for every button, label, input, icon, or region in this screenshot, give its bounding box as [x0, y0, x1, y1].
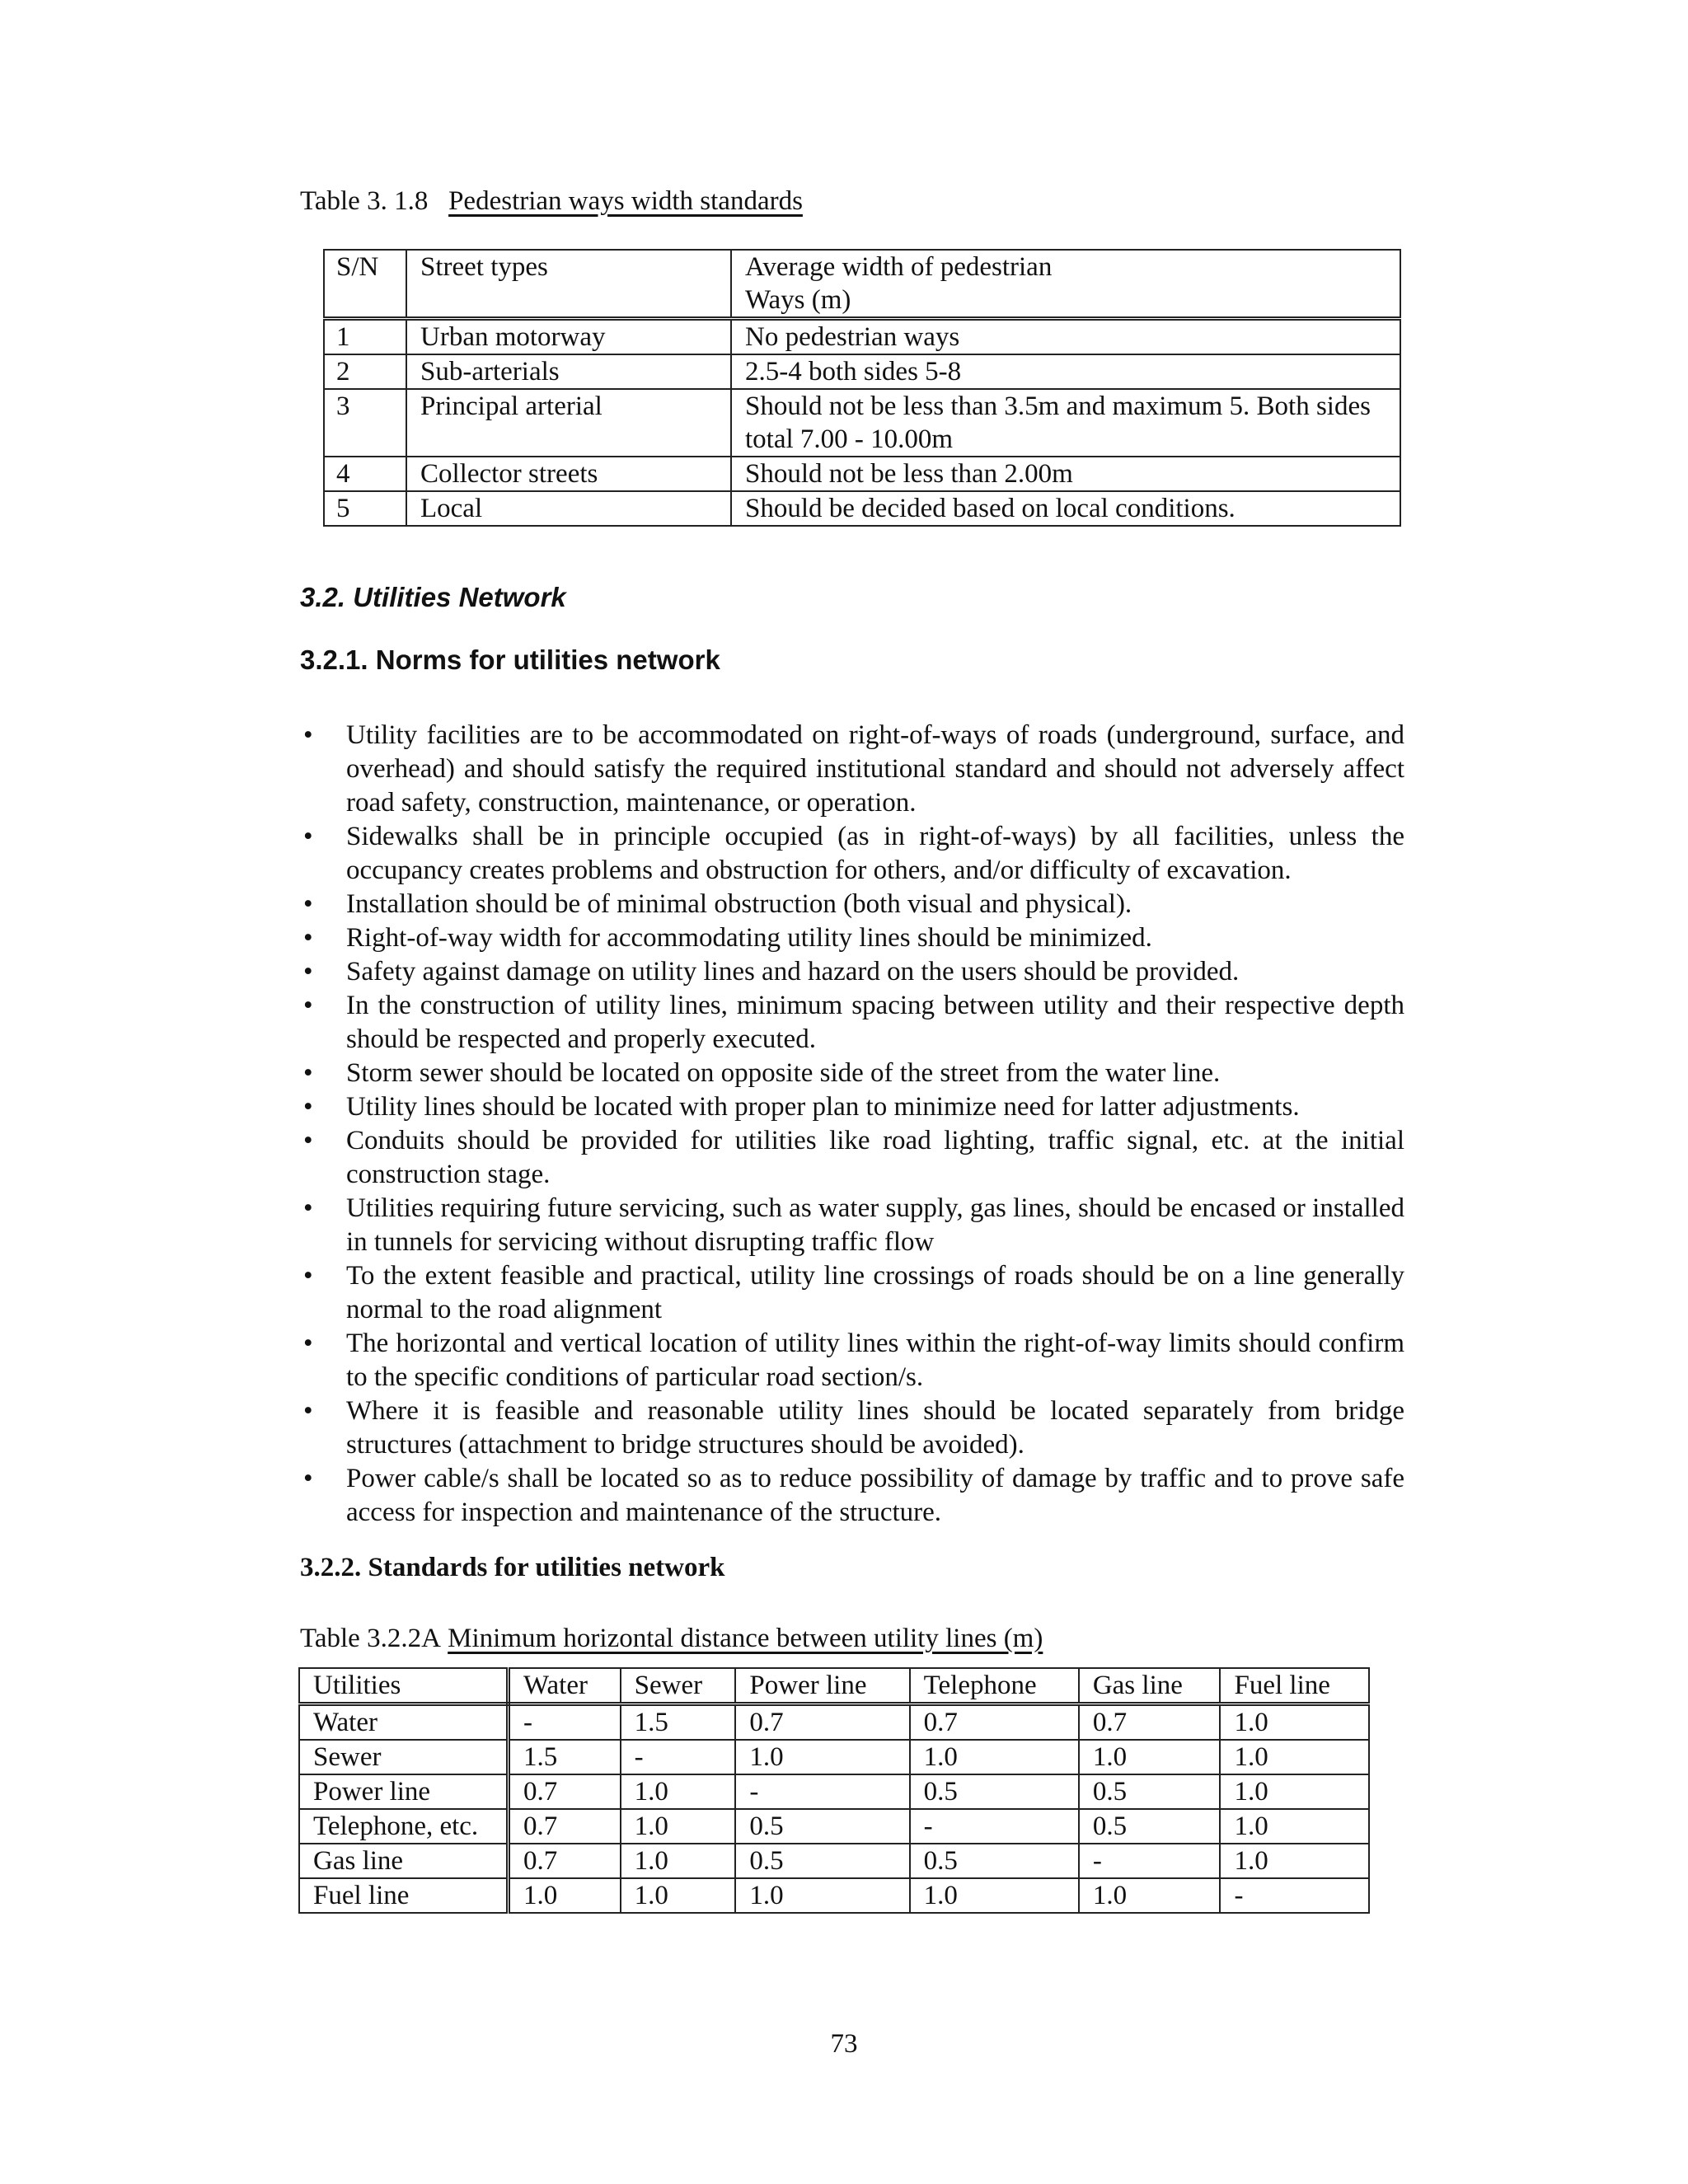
- bullet-text: In the construction of utility lines, minimum spacing between utility and their respective depth should be respected and properly executed.: [346, 991, 1404, 1054]
- table1-caption-number: Table 3. 1.8: [300, 186, 429, 216]
- table-cell: 0.7: [910, 1704, 1079, 1741]
- table-cell: 0.7: [509, 1809, 621, 1844]
- list-item: [300, 820, 1404, 888]
- header-line: Ways (m): [745, 285, 851, 315]
- table-cell: 3: [324, 389, 406, 457]
- section-heading: 3.2. Utilities Network: [300, 582, 566, 612]
- table-cell: Urban motorway: [406, 319, 731, 355]
- bullet-icon: •: [303, 889, 313, 919]
- table-cell: 0.7: [509, 1844, 621, 1878]
- table-header-cell: Street types: [406, 250, 731, 319]
- list-item: [300, 1462, 1404, 1530]
- table2-caption-title: Minimum horizontal distance between utility lines (m): [448, 1624, 1043, 1653]
- bullet-text: Safety against damage on utility lines and hazard on the users should be provided.: [346, 957, 1240, 987]
- table-cell: 1.0: [1220, 1704, 1369, 1741]
- table-cell: Should be decided based on local conditions.: [731, 491, 1400, 526]
- bullet-icon: •: [303, 1329, 313, 1358]
- norms-bullet-list: [300, 719, 1404, 1530]
- table-cell: 0.5: [910, 1844, 1079, 1878]
- table-cell: No pedestrian ways: [731, 319, 1400, 355]
- bullet-icon: •: [303, 1396, 313, 1426]
- table-cell: 1.0: [509, 1878, 621, 1913]
- list-item: [300, 1090, 1404, 1124]
- bullet-icon: •: [303, 720, 313, 750]
- pedestrian-width-table: [323, 249, 1401, 527]
- table-header-row: [299, 1668, 1369, 1704]
- table-row: [324, 354, 1400, 389]
- table2-caption-number: Table 3.2.2A: [300, 1624, 441, 1653]
- table-row: [324, 457, 1400, 491]
- table-row: [299, 1704, 1369, 1741]
- table-cell: 5: [324, 491, 406, 526]
- header-line: Average width of pedestrian: [745, 252, 1053, 282]
- table-header-row: [324, 250, 1400, 319]
- table-cell: 4: [324, 457, 406, 491]
- table-cell: 1.0: [1220, 1740, 1369, 1774]
- bullet-text: Storm sewer should be located on opposite side of the street from the water line.: [346, 1058, 1221, 1088]
- list-item: [300, 1394, 1404, 1462]
- table-cell: Sub-arterials: [406, 354, 731, 389]
- table-cell: Collector streets: [406, 457, 731, 491]
- table-row: [299, 1740, 1369, 1774]
- table-cell: 0.5: [910, 1774, 1079, 1809]
- table-cell: -: [509, 1704, 621, 1741]
- table-header-cell: Water: [509, 1668, 621, 1704]
- table-cell: 0.7: [509, 1774, 621, 1809]
- table-cell: 1.5: [509, 1740, 621, 1774]
- bullet-text: Utilities requiring future servicing, such as water supply, gas lines, should be encased or installed in tunnels for servicing without disrupting traffic flow: [346, 1193, 1404, 1257]
- list-item: [300, 1327, 1404, 1394]
- table-row: [299, 1878, 1369, 1913]
- table-header-cell: Telephone: [910, 1668, 1079, 1704]
- bullet-text: To the extent feasible and practical, utility line crossings of roads should be on a line generally normal to the road alignment: [346, 1261, 1404, 1324]
- bullet-icon: •: [303, 1261, 313, 1291]
- table-header-cell: Gas line: [1079, 1668, 1221, 1704]
- table-cell: 0.5: [1079, 1809, 1221, 1844]
- bullet-icon: •: [303, 822, 313, 851]
- table-header-cell: Sewer: [621, 1668, 736, 1704]
- table-cell: 0.7: [1079, 1704, 1221, 1741]
- bullet-text: Installation should be of minimal obstruction (both visual and physical).: [346, 889, 1132, 919]
- table-header-cell: Fuel line: [1220, 1668, 1369, 1704]
- list-item: [300, 1259, 1404, 1327]
- list-item: [300, 1057, 1404, 1090]
- bullet-text: The horizontal and vertical location of utility lines within the right-of-way limits should confirm to the specific conditions of particular road section/s.: [346, 1329, 1404, 1392]
- utility-distance-table: [298, 1667, 1370, 1914]
- table-cell: 1.0: [735, 1740, 909, 1774]
- list-item: [300, 1124, 1404, 1192]
- subsection-heading-standards: 3.2.2. Standards for utilities network: [300, 1553, 725, 1582]
- bullet-text: Power cable/s shall be located so as to reduce possibility of damage by traffic and to prove safe access for inspection and maintenance of the structure.: [346, 1464, 1404, 1527]
- table-cell: Power line: [299, 1774, 509, 1809]
- table-row: [299, 1774, 1369, 1809]
- table1-caption: [300, 185, 803, 218]
- list-item: [300, 921, 1404, 955]
- table-cell: Principal arterial: [406, 389, 731, 457]
- table-cell: 2: [324, 354, 406, 389]
- bullet-text: Right-of-way width for accommodating utility lines should be minimized.: [346, 923, 1152, 953]
- table-cell: Telephone, etc.: [299, 1809, 509, 1844]
- table2-caption: [300, 1622, 1043, 1655]
- table-cell: 0.5: [735, 1809, 909, 1844]
- table-cell: -: [1220, 1878, 1369, 1913]
- table-row: [324, 389, 1400, 457]
- table-cell: 1: [324, 319, 406, 355]
- table-cell: 0.7: [735, 1704, 909, 1741]
- table-cell: 1.0: [1079, 1740, 1221, 1774]
- bullet-icon: •: [303, 1126, 313, 1155]
- table-cell: Local: [406, 491, 731, 526]
- table-cell: 1.0: [910, 1878, 1079, 1913]
- bullet-text: Where it is feasible and reasonable utility lines should be located separately from bridge structures (attachment to bridge structures should be avoided).: [346, 1396, 1404, 1460]
- table-cell: 2.5-4 both sides 5-8: [731, 354, 1400, 389]
- bullet-icon: •: [303, 991, 313, 1020]
- table-cell: 1.0: [621, 1809, 736, 1844]
- bullet-text: Utility facilities are to be accommodated on right-of-ways of roads (underground, surface, and overhead) and should satisfy the required institutional standard and should not adversely affect road safety, construction, maintenance, or operation.: [346, 720, 1404, 818]
- table-cell: Gas line: [299, 1844, 509, 1878]
- bullet-icon: •: [303, 1193, 313, 1223]
- page-number: 73: [830, 2029, 858, 2059]
- bullet-icon: •: [303, 957, 313, 987]
- table-cell: -: [735, 1774, 909, 1809]
- table-cell: Sewer: [299, 1740, 509, 1774]
- table-row: [299, 1844, 1369, 1878]
- bullet-text: Sidewalks shall be in principle occupied (as in right-of-ways) by all facilities, unless the occupancy creates problems and obstruction for others, and/or difficulty of excavation.: [346, 822, 1404, 885]
- list-item: [300, 888, 1404, 921]
- table-header-cell: Utilities: [299, 1668, 509, 1704]
- table-cell: Should not be less than 2.00m: [731, 457, 1400, 491]
- table-cell: 1.0: [1220, 1774, 1369, 1809]
- table-cell: Water: [299, 1704, 509, 1741]
- table-header-cell: S/N: [324, 250, 406, 319]
- table1-caption-title: Pedestrian ways width standards: [448, 186, 803, 216]
- bullet-text: Utility lines should be located with proper plan to minimize need for latter adjustments.: [346, 1092, 1300, 1122]
- table-row: [324, 319, 1400, 355]
- table-cell: 1.0: [1220, 1809, 1369, 1844]
- bullet-icon: •: [303, 1058, 313, 1088]
- bullet-text: Conduits should be provided for utilities like road lighting, traffic signal, etc. at the initial construction stage.: [346, 1126, 1404, 1189]
- table-header-cell: Power line: [735, 1668, 909, 1704]
- table-cell: 0.5: [735, 1844, 909, 1878]
- bullet-icon: •: [303, 923, 313, 953]
- table-cell: 1.0: [1220, 1844, 1369, 1878]
- subsection-heading-norms: 3.2.1. Norms for utilities network: [300, 644, 720, 675]
- table-cell: 1.0: [910, 1740, 1079, 1774]
- bullet-icon: •: [303, 1464, 313, 1493]
- table-cell: 1.5: [621, 1704, 736, 1741]
- list-item: [300, 1192, 1404, 1259]
- table-cell: -: [1079, 1844, 1221, 1878]
- table-cell: -: [621, 1740, 736, 1774]
- table-cell: Should not be less than 3.5m and maximum 5. Both sides total 7.00 - 10.00m: [731, 389, 1400, 457]
- table-cell: 1.0: [735, 1878, 909, 1913]
- table-cell: 1.0: [621, 1878, 736, 1913]
- bullet-icon: •: [303, 1092, 313, 1122]
- list-item: [300, 989, 1404, 1057]
- table-cell: 1.0: [621, 1774, 736, 1809]
- table-cell: 1.0: [1079, 1878, 1221, 1913]
- table-row: [299, 1809, 1369, 1844]
- table-cell: -: [910, 1809, 1079, 1844]
- list-item: [300, 955, 1404, 989]
- table-header-cell: [731, 250, 1400, 319]
- list-item: [300, 719, 1404, 820]
- table-cell: 0.5: [1079, 1774, 1221, 1809]
- table-cell: Fuel line: [299, 1878, 509, 1913]
- table-row: [324, 491, 1400, 526]
- table-cell: 1.0: [621, 1844, 736, 1878]
